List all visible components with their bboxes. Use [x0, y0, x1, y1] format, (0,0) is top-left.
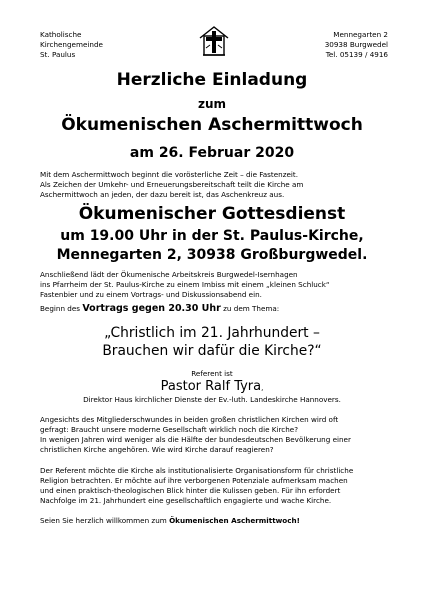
lecture-start-time: Vortrags gegen 20.30 Uhr: [82, 303, 221, 314]
phone-line: Tel. 05139 / 4916: [325, 50, 388, 59]
intro-line: Als Zeichen der Umkehr- und Erneuerungsbereitschaft teilt die Kirche am: [40, 180, 304, 189]
speaker-comma: ,: [261, 384, 264, 392]
after-line: Anschließend lädt der Ökumenische Arbeitskreis Burgwedel-Isernhagen: [40, 270, 298, 279]
parish-name-line: Kirchengemeinde: [40, 40, 103, 49]
lecture-start-suffix: zu dem Thema:: [220, 304, 280, 313]
speaker-role: Direktor Haus kirchlicher Dienste der Ev.-luth. Landeskirche Hannovers.: [83, 395, 341, 404]
body-paragraph-2: [40, 466, 396, 506]
speaker-name: Pastor Ralf Tyra: [160, 379, 262, 394]
lecture-start-prefix: Beginn des: [40, 304, 83, 313]
body-line: Angesichts des Mitgliederschwundes in beiden großen christlichen Kirchen wird oft: [40, 415, 339, 424]
body-line: Der Referent möchte die Kirche als institutionalisierte Organisationsform für christliche: [40, 466, 354, 475]
referent-label: Referent ist: [191, 369, 233, 378]
body-line: und einen praktisch-theologischen Blick hinter die Kulissen geben. Für ihn erfordert: [40, 486, 341, 495]
event-name: Ökumenischen Aschermittwoch: [61, 115, 363, 135]
service-time-place: um 19.00 Uhr in der St. Paulus-Kirche,: [60, 228, 364, 244]
closing-prefix: Seien Sie herzlich willkommen zum: [40, 516, 170, 525]
event-date: am 26. Februar 2020: [129, 145, 295, 161]
body-line: Religion betrachten. Er möchte auf ihre verborgenen Potenziale aufmerksam machen: [40, 476, 348, 485]
closing-line: [40, 516, 300, 525]
intro-paragraph: [40, 170, 390, 200]
parish-address-block: [325, 30, 388, 60]
service-title: Ökumenischer Gottesdienst: [78, 204, 346, 224]
parish-name-line: St. Paulus: [40, 50, 76, 59]
speaker-line: [0, 379, 424, 394]
service-address: Mennegarten 2, 30938 Großburgwedel.: [56, 247, 368, 263]
after-service-paragraph: [40, 270, 390, 300]
body-paragraph-1: [40, 415, 396, 455]
intro-line: Mit dem Aschermittwoch beginnt die vorösterliche Zeit – die Fastenzeit.: [40, 170, 299, 179]
closing-event-name: Ökumenischen Aschermittwoch!: [169, 516, 300, 525]
body-line: christlichen Kirche angehören. Wie wird Kirche darauf reagieren?: [40, 445, 274, 454]
intro-line: Aschermittwoch an jeden, der dazu bereit ist, das Aschenkreuz aus.: [40, 190, 285, 199]
church-cross-logo-icon: [197, 24, 231, 58]
after-line: ins Pfarrheim der St. Paulus-Kirche zu einem Imbiss mit einem „kleinen Schluck“: [40, 280, 330, 289]
lecture-start: [40, 303, 279, 314]
after-line: Fastenbier und zu einem Vortrags- und Diskussionsabend ein.: [40, 290, 262, 299]
body-line: In wenigen Jahren wird weniger als die Hälfte der bundesdeutschen Bevölkerung einer: [40, 435, 351, 444]
invitation-title-connector: zum: [197, 97, 227, 111]
lecture-topic-line: Brauchen wir dafür die Kirche?“: [102, 343, 322, 359]
invitation-title: Herzliche Einladung: [116, 70, 308, 90]
body-line: Nachfolge im 21. Jahrhundert eine gesellschaftlich engagierte und wache Kirche.: [40, 496, 332, 505]
body-line: gefragt: Braucht unsere moderne Gesellschaft wirklich noch die Kirche?: [40, 425, 299, 434]
address-line: 30938 Burgwedel: [324, 40, 388, 49]
parish-name-line: Katholische: [40, 30, 82, 39]
parish-name-block: [40, 30, 103, 60]
address-line: Mennegarten 2: [333, 30, 388, 39]
lecture-topic-line: „Christlich im 21. Jahrhundert –: [104, 325, 320, 341]
